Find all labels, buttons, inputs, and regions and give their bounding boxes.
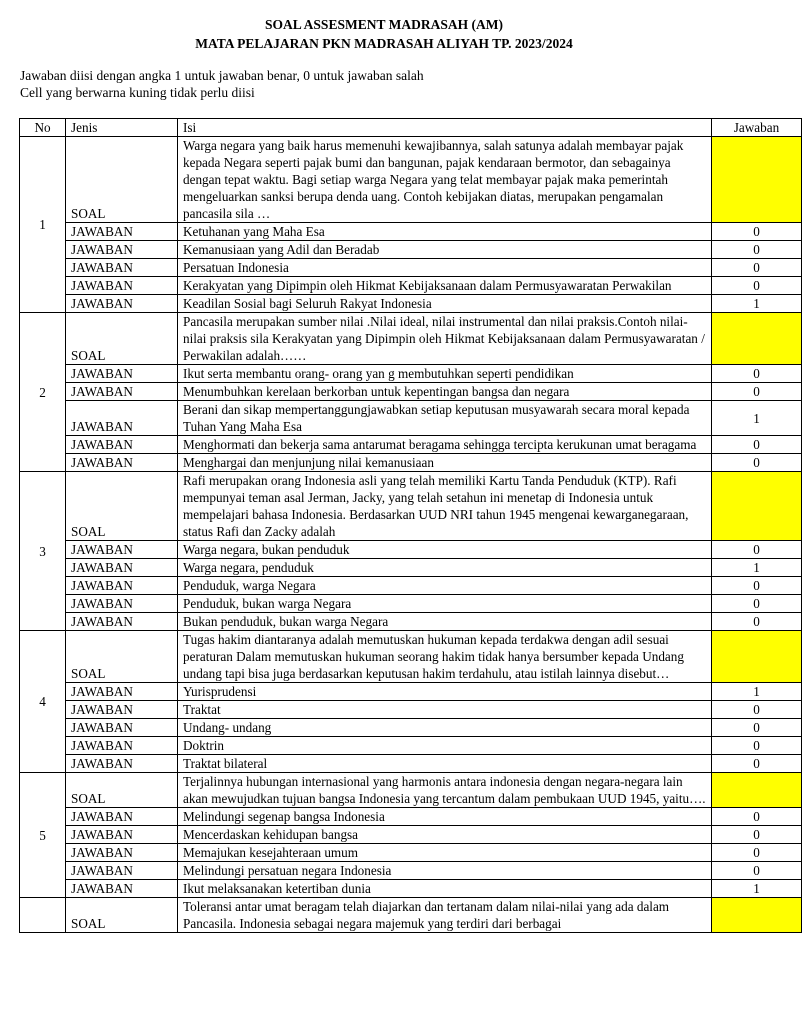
answer-cell-disabled [712, 773, 802, 808]
answer-option-text: Kerakyatan yang Dipimpin oleh Hikmat Kebijaksanaan dalam Permusyawaratan Perwakilan [178, 277, 712, 295]
answer-value-cell[interactable]: 0 [712, 862, 802, 880]
document-title: SOAL ASSESMENT MADRASAH (AM) [265, 17, 503, 32]
answer-cell-disabled [712, 472, 802, 541]
table-row-jawaban [20, 559, 802, 577]
answer-value-cell[interactable]: 0 [712, 577, 802, 595]
answer-value-cell[interactable]: 0 [712, 595, 802, 613]
assessment-table [19, 118, 802, 933]
table-row-soal [20, 773, 802, 808]
answer-option-text: Traktat [178, 701, 712, 719]
answer-option-text: Penduduk, warga Negara [178, 577, 712, 595]
column-header-no: No [20, 119, 66, 137]
jenis-jawaban-label: JAWABAN [66, 454, 178, 472]
table-row-soal [20, 137, 802, 223]
answer-value-cell[interactable]: 0 [712, 365, 802, 383]
answer-value-cell[interactable]: 0 [712, 719, 802, 737]
answer-option-text: Warga negara, bukan penduduk [178, 541, 712, 559]
answer-option-text: Memajukan kesejahteraan umum [178, 844, 712, 862]
question-text: Tugas hakim diantaranya adalah memutuskan hukuman kepada terdakwa dengan adil sesuai peraturan Dalam memutuskan hukuman seorang hakim tidak hanya bersumber kepada Undang undang tapi bisa juga berdasarkan keputusan hakim terdahulu, atau istilah lainnya disebut… [178, 631, 712, 683]
answer-option-text: Keadilan Sosial bagi Seluruh Rakyat Indonesia [178, 295, 712, 313]
answer-value-cell[interactable]: 1 [712, 559, 802, 577]
jenis-jawaban-label: JAWABAN [66, 880, 178, 898]
jenis-jawaban-label: JAWABAN [66, 844, 178, 862]
answer-option-text: Menumbuhkan kerelaan berkorban untuk kepentingan bangsa dan negara [178, 383, 712, 401]
answer-option-text: Warga negara, penduduk [178, 559, 712, 577]
question-number: 2 [20, 313, 66, 472]
question-number: 1 [20, 137, 66, 313]
jenis-jawaban-label: JAWABAN [66, 223, 178, 241]
question-text: Rafi merupakan orang Indonesia asli yang telah memiliki Kartu Tanda Penduduk (KTP). Rafi mempunyai teman asal Jerman, Jacky, yang telah setahun ini menetap di Indonesia untuk mempelajari bahasa Indonesia. Berdasarkan UUD NRI tahun 1945 mengenai kewarganegaraan, status Rafi dan Zacky adalah [178, 472, 712, 541]
answer-cell-disabled [712, 898, 802, 933]
jenis-soal-label: SOAL [66, 137, 178, 223]
jenis-jawaban-label: JAWABAN [66, 241, 178, 259]
table-row-jawaban [20, 541, 802, 559]
answer-value-cell[interactable]: 0 [712, 259, 802, 277]
table-row-jawaban [20, 365, 802, 383]
jenis-soal-label: SOAL [66, 472, 178, 541]
column-header-jawaban: Jawaban [712, 119, 802, 137]
jenis-soal-label: SOAL [66, 313, 178, 365]
table-row-jawaban [20, 844, 802, 862]
table-row-soal [20, 631, 802, 683]
answer-value-cell[interactable]: 0 [712, 737, 802, 755]
answer-option-text: Ketuhanan yang Maha Esa [178, 223, 712, 241]
question-text: Pancasila merupakan sumber nilai .Nilai ideal, nilai instrumental dan nilai praksis.Contoh nilai- nilai praksis sila Kerakyatan yang Dipimpin oleh Hikmat Kebijaksanaan dalam Permusyawaratan / Perwakilan adalah…… [178, 313, 712, 365]
table-row-jawaban [20, 683, 802, 701]
table-row-jawaban [20, 383, 802, 401]
jenis-jawaban-label: JAWABAN [66, 595, 178, 613]
answer-option-text: Penduduk, bukan warga Negara [178, 595, 712, 613]
table-row-jawaban [20, 241, 802, 259]
jenis-jawaban-label: JAWABAN [66, 577, 178, 595]
answer-value-cell[interactable]: 1 [712, 683, 802, 701]
table-row-jawaban [20, 719, 802, 737]
answer-value-cell[interactable]: 0 [712, 383, 802, 401]
table-header-row [20, 119, 802, 137]
table-row-jawaban [20, 701, 802, 719]
table-row-jawaban [20, 755, 802, 773]
jenis-jawaban-label: JAWABAN [66, 683, 178, 701]
answer-value-cell[interactable]: 1 [712, 295, 802, 313]
table-row-jawaban [20, 737, 802, 755]
answer-value-cell[interactable]: 0 [712, 808, 802, 826]
answer-value-cell[interactable]: 0 [712, 454, 802, 472]
table-row-jawaban [20, 223, 802, 241]
question-number: 4 [20, 631, 66, 773]
question-number: 5 [20, 773, 66, 898]
answer-option-text: Menghargai dan menjunjung nilai kemanusiaan [178, 454, 712, 472]
jenis-jawaban-label: JAWABAN [66, 808, 178, 826]
question-number [20, 898, 66, 933]
table-body [20, 137, 802, 933]
answer-option-text: Persatuan Indonesia [178, 259, 712, 277]
table-row-jawaban [20, 401, 802, 436]
answer-value-cell[interactable]: 1 [712, 880, 802, 898]
answer-option-text: Doktrin [178, 737, 712, 755]
answer-option-text: Menghormati dan bekerja sama antarumat beragama sehingga tercipta kerukunan umat beragama [178, 436, 712, 454]
table-row-soal [20, 472, 802, 541]
answer-option-text: Undang- undang [178, 719, 712, 737]
answer-value-cell[interactable]: 0 [712, 277, 802, 295]
instruction-line-2: Cell yang berwarna kuning tidak perlu diisi [20, 85, 255, 100]
table-row-jawaban [20, 862, 802, 880]
answer-option-text: Yurisprudensi [178, 683, 712, 701]
answer-cell-disabled [712, 631, 802, 683]
jenis-jawaban-label: JAWABAN [66, 862, 178, 880]
answer-option-text: Ikut serta membantu orang- orang yan g membutuhkan seperti pendidikan [178, 365, 712, 383]
jenis-jawaban-label: JAWABAN [66, 737, 178, 755]
answer-option-text: Melindungi persatuan negara Indonesia [178, 862, 712, 880]
jenis-jawaban-label: JAWABAN [66, 383, 178, 401]
question-text: Toleransi antar umat beragam telah diajarkan dan tertanam dalam nilai-nilai yang ada dalam Pancasila. Indonesia sebagai negara majemuk yang terdiri dari berbagai [178, 898, 712, 933]
question-text: Terjalinnya hubungan internasional yang harmonis antara indonesia dengan negara-negara lain akan mewujudkan tujuan bangsa Indonesia yang tercantum dalam pembukaan UUD 1945, yaitu…. [178, 773, 712, 808]
table-row-soal [20, 313, 802, 365]
jenis-jawaban-label: JAWABAN [66, 613, 178, 631]
answer-value-cell[interactable]: 0 [712, 613, 802, 631]
page-bottom-margin [0, 998, 768, 1024]
answer-value-cell[interactable]: 1 [712, 401, 802, 436]
table-row-jawaban [20, 826, 802, 844]
jenis-jawaban-label: JAWABAN [66, 826, 178, 844]
answer-value-cell[interactable]: 0 [712, 541, 802, 559]
answer-value-cell[interactable]: 0 [712, 223, 802, 241]
jenis-jawaban-label: JAWABAN [66, 277, 178, 295]
answer-option-text: Mencerdaskan kehidupan bangsa [178, 826, 712, 844]
answer-option-text: Berani dan sikap mempertanggungjawabkan setiap keputusan musyawarah secara moral kepada Tuhan Yang Maha Esa [178, 401, 712, 436]
column-header-isi: Isi [178, 119, 712, 137]
question-number: 3 [20, 472, 66, 631]
answer-option-text: Bukan penduduk, bukan warga Negara [178, 613, 712, 631]
table-row-jawaban [20, 277, 802, 295]
instruction-line-1: Jawaban diisi dengan angka 1 untuk jawaban benar, 0 untuk jawaban salah [20, 68, 424, 83]
jenis-soal-label: SOAL [66, 631, 178, 683]
jenis-soal-label: SOAL [66, 773, 178, 808]
table-row-jawaban [20, 295, 802, 313]
table-row-jawaban [20, 880, 802, 898]
answer-option-text: Melindungi segenap bangsa Indonesia [178, 808, 712, 826]
jenis-jawaban-label: JAWABAN [66, 401, 178, 436]
answer-option-text: Traktat bilateral [178, 755, 712, 773]
jenis-jawaban-label: JAWABAN [66, 295, 178, 313]
jenis-jawaban-label: JAWABAN [66, 559, 178, 577]
jenis-jawaban-label: JAWABAN [66, 365, 178, 383]
answer-value-cell[interactable]: 0 [712, 701, 802, 719]
jenis-soal-label: SOAL [66, 898, 178, 933]
question-text: Warga negara yang baik harus memenuhi kewajibannya, salah satunya adalah membayar pajak kepada Negara seperti pajak bumi dan bangunan, pajak kendaraan bermotor, dan sebagainya dengan tepat waktu. Bagi setiap warga Negara yang telat membayar pajak maka pemerintah mengeluarkan sanksi berupa denda uang. Contoh kebijakan diatas, merupakan pengamalan pancasila sila … [178, 137, 712, 223]
jenis-jawaban-label: JAWABAN [66, 541, 178, 559]
answer-cell-disabled [712, 313, 802, 365]
document-subtitle: MATA PELAJARAN PKN MADRASAH ALIYAH TP. 2023/2024 [195, 36, 573, 51]
jenis-jawaban-label: JAWABAN [66, 719, 178, 737]
table-row-soal [20, 898, 802, 933]
jenis-jawaban-label: JAWABAN [66, 701, 178, 719]
jenis-jawaban-label: JAWABAN [66, 755, 178, 773]
table-row-jawaban [20, 259, 802, 277]
answer-value-cell[interactable]: 0 [712, 826, 802, 844]
column-header-jenis: Jenis [66, 119, 178, 137]
table-row-jawaban [20, 613, 802, 631]
jenis-jawaban-label: JAWABAN [66, 436, 178, 454]
answer-value-cell[interactable]: 0 [712, 241, 802, 259]
answer-option-text: Kemanusiaan yang Adil dan Beradab [178, 241, 712, 259]
answer-value-cell[interactable]: 0 [712, 844, 802, 862]
table-row-jawaban [20, 454, 802, 472]
table-row-jawaban [20, 577, 802, 595]
table-row-jawaban [20, 808, 802, 826]
answer-value-cell[interactable]: 0 [712, 436, 802, 454]
answer-cell-disabled [712, 137, 802, 223]
table-row-jawaban [20, 436, 802, 454]
answer-option-text: Ikut melaksanakan ketertiban dunia [178, 880, 712, 898]
jenis-jawaban-label: JAWABAN [66, 259, 178, 277]
table-row-jawaban [20, 595, 802, 613]
answer-value-cell[interactable]: 0 [712, 755, 802, 773]
